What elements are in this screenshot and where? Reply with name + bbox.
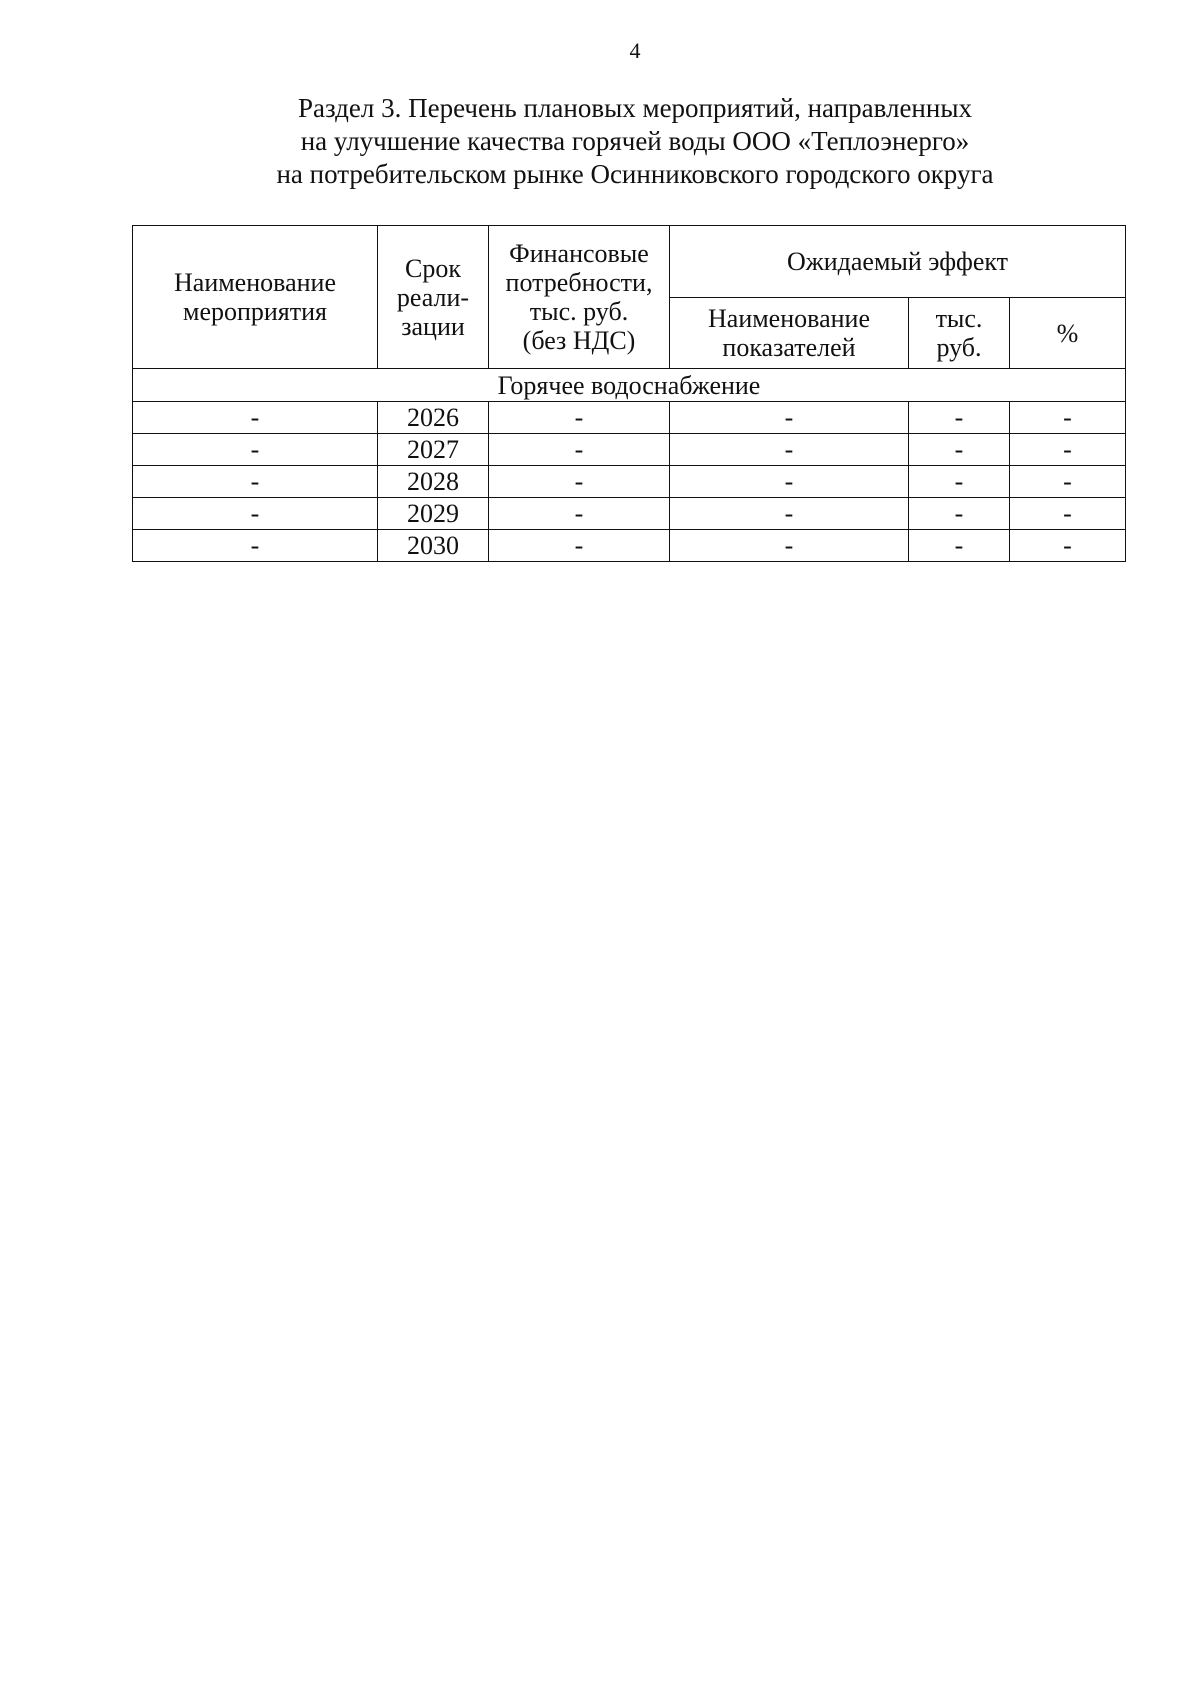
cell-finance: - <box>489 434 670 466</box>
cell-measure-name: - <box>133 434 378 466</box>
cell-thousand-rub: - <box>909 466 1010 498</box>
cell-measure-name: - <box>133 466 378 498</box>
cell-finance: - <box>489 402 670 434</box>
cell-thousand-rub: - <box>909 402 1010 434</box>
header-indicator-name: Наименование показателей <box>670 298 909 369</box>
heading-line-2: на улучшение качества горячей воды ООО «Теплоэнерго» <box>300 126 970 156</box>
cell-term: 2029 <box>378 498 489 530</box>
cell-indicator: - <box>670 498 909 530</box>
cell-term: 2027 <box>378 434 489 466</box>
header-measure-name: Наименование мероприятия <box>133 226 378 369</box>
cell-finance: - <box>489 498 670 530</box>
cell-indicator: - <box>670 434 909 466</box>
cell-finance: - <box>489 530 670 562</box>
cell-thousand-rub: - <box>909 498 1010 530</box>
page-number: 4 <box>629 38 641 63</box>
cell-percent: - <box>1010 434 1126 466</box>
cell-term: 2030 <box>378 530 489 562</box>
section-heading <box>0 92 1200 191</box>
heading-line-3: на потребительском рынке Осинниковского городского округа <box>276 159 994 189</box>
cell-finance: - <box>489 466 670 498</box>
table-row <box>133 498 1126 530</box>
cell-term: 2028 <box>378 466 489 498</box>
measures-table <box>132 225 1126 562</box>
table-row <box>133 530 1126 562</box>
header-expected-effect: Ожидаемый эффект <box>670 226 1126 298</box>
cell-indicator: - <box>670 530 909 562</box>
cell-percent: - <box>1010 530 1126 562</box>
header-percent: % <box>1010 298 1126 369</box>
cell-thousand-rub: - <box>909 434 1010 466</box>
cell-percent: - <box>1010 402 1126 434</box>
header-term: Срок реали- зации <box>378 226 489 369</box>
cell-percent: - <box>1010 498 1126 530</box>
table-row <box>133 402 1126 434</box>
header-thousand-rub: тыс. руб. <box>909 298 1010 369</box>
cell-indicator: - <box>670 402 909 434</box>
table-row <box>133 466 1126 498</box>
cell-measure-name: - <box>133 498 378 530</box>
header-finance: Финансовые потребности, тыс. руб. (без НДС) <box>489 226 670 369</box>
cell-measure-name: - <box>133 530 378 562</box>
heading-line-1: Раздел 3. Перечень плановых мероприятий, направленных <box>298 93 972 123</box>
cell-percent: - <box>1010 466 1126 498</box>
section-title-hot-water: Горячее водоснабжение <box>133 369 1126 402</box>
table-row <box>133 434 1126 466</box>
cell-indicator: - <box>670 466 909 498</box>
cell-term: 2026 <box>378 402 489 434</box>
cell-thousand-rub: - <box>909 530 1010 562</box>
cell-measure-name: - <box>133 402 378 434</box>
